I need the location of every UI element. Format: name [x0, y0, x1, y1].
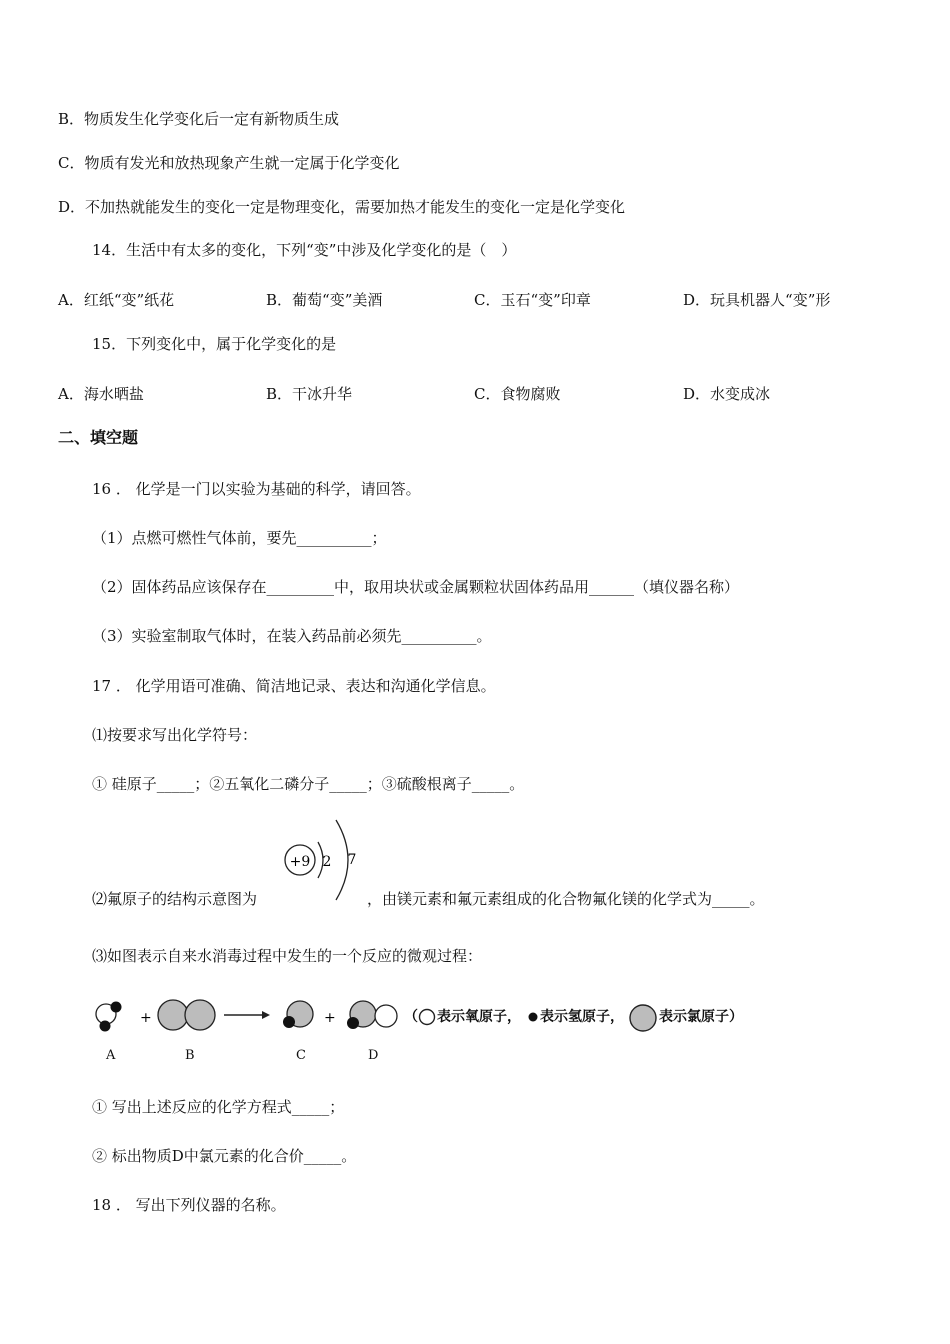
legend-hydrogen-text: 表示氢原子，: [540, 1009, 624, 1025]
q13-option-c: C．物质有发光和放热现象产生就一定属于化学变化: [58, 154, 400, 172]
figure-label-a: A: [106, 1048, 116, 1063]
fluorine-atom-diagram: [280, 818, 370, 908]
q16-part-2: （2）固体药品应该保存在_________中，取用块状或金属颗粒状固体药品用______（填仪器名称）: [92, 578, 740, 596]
legend-chlorine-icon: [628, 1003, 658, 1033]
q15-stem: 15．下列变化中，属于化学变化的是: [92, 335, 337, 353]
q15-option-c: C．食物腐败: [474, 385, 561, 403]
plus-sign-2: +: [324, 1010, 336, 1026]
molecule-a-hydrogen-1: [111, 1002, 122, 1013]
molecule-b-chlorine-2: [185, 1000, 215, 1030]
reaction-arrow-head: [262, 1011, 270, 1019]
legend-hydrogen-icon: [527, 1011, 539, 1023]
q17-answer-2: ② 标出物质D中氯元素的化合价_____。: [92, 1147, 357, 1165]
molecule-b-chlorine-1: [158, 1000, 188, 1030]
q13-option-b: B．物质发生化学变化后一定有新物质生成: [58, 110, 340, 128]
molecule-a-hydrogen-2: [100, 1021, 111, 1032]
q14-option-a: A．红纸“变”纸花: [58, 291, 175, 309]
q13-option-d: D．不加热就能发生的变化一定是物理变化，需要加热才能发生的变化一定是化学变化: [58, 198, 626, 216]
q15-option-b: B．干冰升华: [266, 385, 353, 403]
q14-option-b: B．葡萄“变”美酒: [266, 291, 383, 309]
figure-label-d: D: [368, 1048, 379, 1063]
q14-option-c: C．玉石“变”印章: [474, 291, 591, 309]
q17-answer-1: ① 写出上述反应的化学方程式_____；: [92, 1098, 345, 1116]
figure-label-b: B: [185, 1048, 195, 1063]
reaction-figure: [90, 992, 420, 1042]
legend-oxygen-text: 表示氧原子，: [437, 1009, 521, 1025]
legend-oxygen-icon: [418, 1008, 436, 1026]
legend-chlorine-text: 表示氯原子）: [659, 1009, 743, 1025]
figure-label-c: C: [296, 1048, 306, 1063]
q17-sub-2-before: ⑵氟原子的结构示意图为: [92, 890, 258, 908]
q17-stem: 17 ． 化学用语可准确、简洁地记录、表达和沟通化学信息。: [92, 677, 496, 695]
section-title-fill-in: 二、填空题: [58, 428, 139, 447]
q16-part-3: （3）实验室制取气体时，在装入药品前必须先__________。: [92, 627, 492, 645]
molecule-d-oxygen: [375, 1005, 397, 1027]
molecule-d-hydrogen: [347, 1017, 359, 1029]
nucleus-charge: +9: [289, 854, 311, 870]
q16-stem: 16 ． 化学是一门以实验为基础的科学，请回答。: [92, 480, 421, 498]
q17-sub-1: ⑴按要求写出化学符号：: [92, 726, 258, 744]
q14-option-d: D．玩具机器人“变”形: [683, 291, 831, 309]
q16-part-1: （1）点燃可燃性气体前，要先__________；: [92, 529, 387, 547]
q17-sub-3: ⑶如图表示自来水消毒过程中发生的一个反应的微观过程：: [92, 947, 483, 965]
q14-stem: 14．生活中有太多的变化，下列“变”中涉及化学变化的是（ ）: [92, 241, 517, 259]
q17-sub-1-items: ① 硅原子_____；②五氧化二磷分子_____；③硫酸根离子_____。: [92, 775, 525, 793]
q18-stem: 18 ． 写出下列仪器的名称。: [92, 1196, 286, 1214]
legend-open: （: [404, 1009, 418, 1025]
shell-1-electrons: 2: [322, 854, 332, 870]
molecule-c-hydrogen: [283, 1016, 295, 1028]
plus-sign-1: +: [140, 1010, 152, 1026]
q17-sub-2-after: ，由镁元素和氟元素组成的化合物氟化镁的化学式为_____。: [367, 890, 765, 908]
q15-option-a: A．海水晒盐: [58, 385, 144, 403]
q15-option-d: D．水变成冰: [683, 385, 771, 403]
electron-shell-2-arc: [336, 820, 348, 900]
shell-2-electrons: 7: [347, 852, 357, 868]
